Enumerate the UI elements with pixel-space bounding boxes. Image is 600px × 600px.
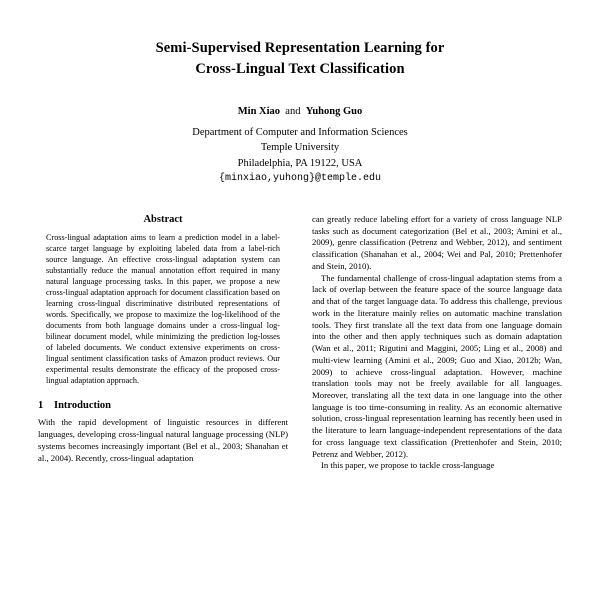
- introduction-body: [38, 417, 288, 464]
- title-line-1: Semi-Supervised Representation Learning for: [155, 40, 445, 56]
- two-column-body: [0, 214, 600, 472]
- author-first: Min Xiao: [237, 106, 281, 118]
- affiliation-line-3: Philadelphia, PA 19122, USA: [237, 157, 363, 169]
- right-paragraph-3: In this paper, we propose to tackle cross-language: [321, 460, 495, 471]
- abstract-paragraph: Cross-lingual adaptation aims to learn a prediction model in a label-scarce target language by exploiting labeled data from a label-rich source language. An effective cross-lingual adaptation system can substantially reduce the manual annotation effort required in many natural language processing tasks. In this paper, we propose a new cross-lingual adaptation approach for document classification based on learning cross-lingual discriminative distributed representations of words. Specifically, we propose to maximize the log-likelihood of the documents from both language domains under a cross-lingual log-bilinear document model, while minimizing the prediction log-losses of labeled documents. We conduct extensive experiments on cross-lingual sentiment classification tasks of Amazon product reviews. Our experimental results demonstrate the efficacy of the proposed cross-lingual adaptation approach.: [46, 233, 280, 386]
- section-heading-introduction: [38, 400, 288, 411]
- affiliation-line-1: Department of Computer and Information Sciences: [192, 126, 408, 138]
- affiliation-line-2: Temple University: [260, 142, 340, 154]
- author-list: [74, 104, 526, 120]
- abstract-heading: Abstract: [143, 214, 183, 225]
- left-column: [38, 214, 288, 472]
- author-email: {minxiao,yuhong}@temple.edu: [218, 173, 382, 185]
- section-number: 1: [38, 400, 44, 412]
- right-column: [312, 214, 562, 472]
- author-conjunction: and: [285, 106, 301, 118]
- abstract-body: [38, 232, 288, 386]
- affiliation: [74, 125, 526, 171]
- author-second: Yuhong Guo: [305, 106, 363, 118]
- right-paragraph-2: The fundamental challenge of cross-lingual adaptation stems from a lack of overlap between the feature space of the source language data and that of the target language data. To address this challenge, previous work in the literature mainly relies on automatic machine translation tools. They first translate all the text data from one language domain into the other and then apply techniques such as domain adaptation (Wan et al., 2011; Rigutini and Maggini, 2005; Ling et al., 2008) and multi-view learning (Amini et al., 2009; Guo and Xiao, 2012b; Wan, 2009) to achieve cross-lingual adaptation. However, machine translation tools may not be freely available for all languages. Moreover, translating all the text data in one language into the other language is too time-consuming in reality. As an economic alternative solution, cross-lingual representation learning has recently been used in the literature to learn language-independent representations of the data for cross language text classification (Prettenhofer and Stein, 2010; Petrenz and Webber, 2012).: [312, 272, 562, 459]
- introduction-paragraph-1: With the rapid development of linguistic resources in different languages, developing cross-lingual natural language processing (NLP) systems becomes increasingly important (Bel et al., 2003; Shanahan et al., 2004). Recently, cross-lingual adaptation: [38, 417, 288, 463]
- title-block: [0, 0, 600, 184]
- right-paragraph-1: can greatly reduce labeling effort for a variety of cross language NLP tasks such as document categorization (Bel et al., 2003; Amini et al., 2009), genre classification (Petrenz and Webber, 2012), and sentiment classification (Shanahan et al., 2004; Wei and Pal, 2010; Prettenhofer and Stein, 2010).: [312, 214, 562, 271]
- page-title: [74, 38, 526, 80]
- section-title: Introduction: [54, 400, 111, 412]
- title-line-2: Cross-Lingual Text Classification: [195, 61, 405, 78]
